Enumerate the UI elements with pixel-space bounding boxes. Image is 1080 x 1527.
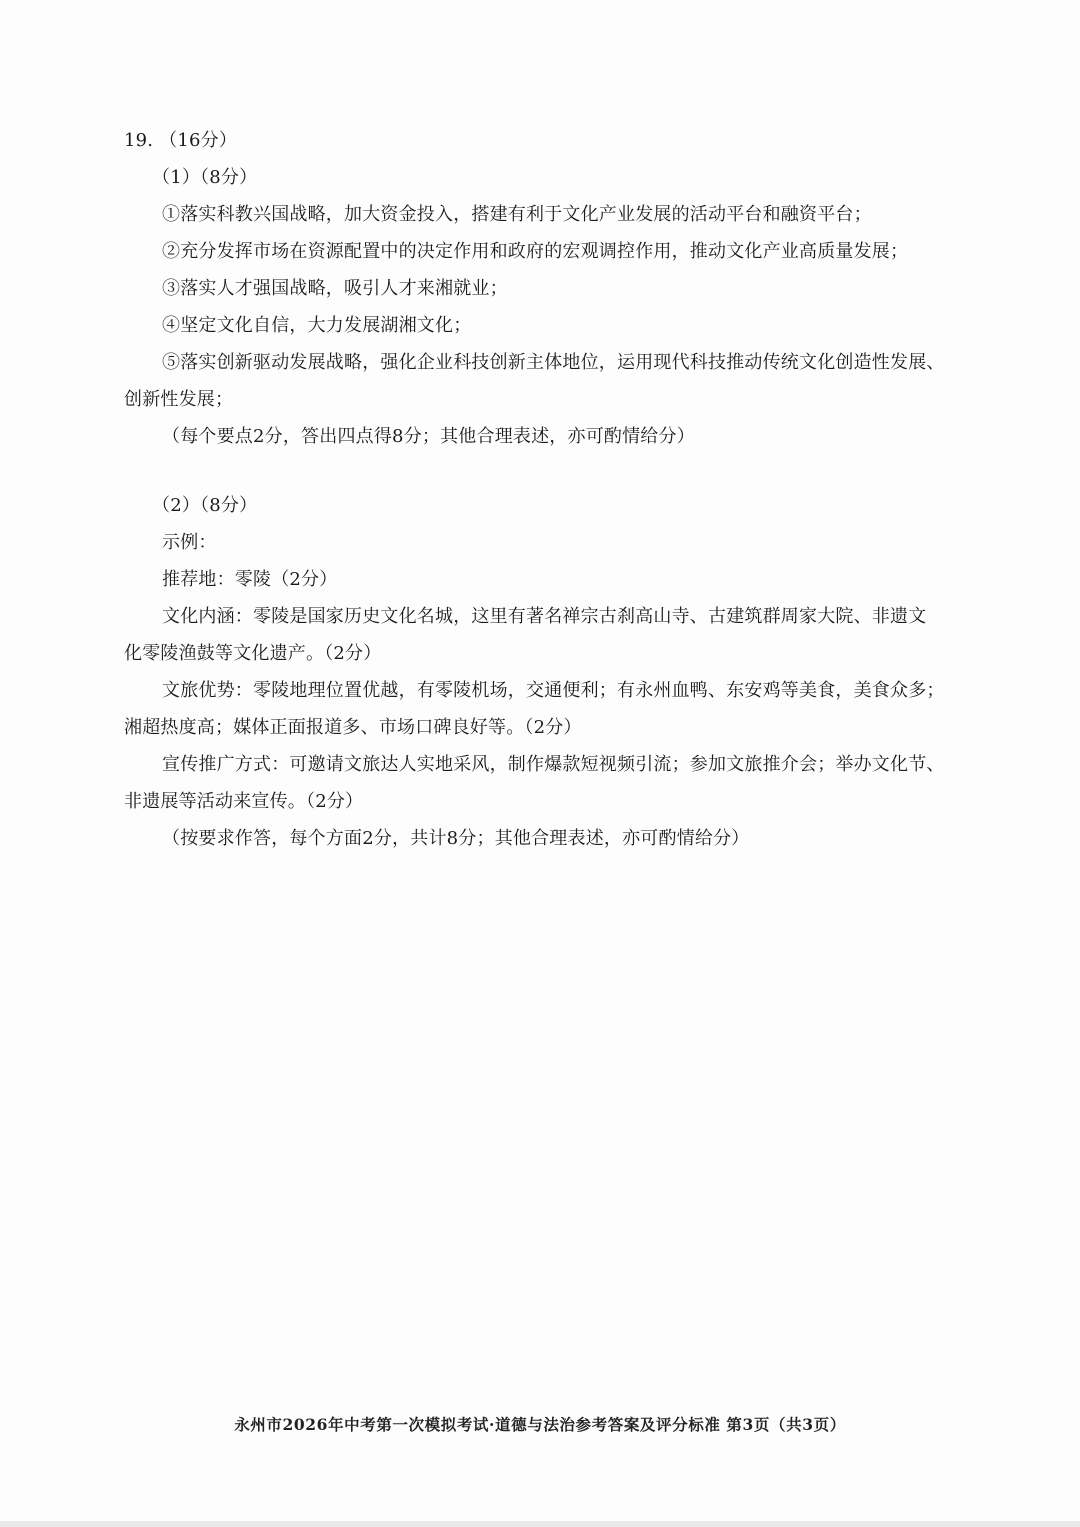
- part1-point-1: ①落实科教兴国战略，加大资金投入，搭建有利于文化产业发展的活动平台和融资平台；: [162, 204, 872, 225]
- part1-point-5-line1: ⑤落实创新驱动发展战略，强化企业科技创新主体地位，运用现代科技推动传统文化创造性发展、: [162, 352, 945, 373]
- part1-point-5-line2: 创新性发展；: [124, 389, 234, 410]
- part2-promotion-line1: 宣传推广方式：可邀请文旅达人实地采风，制作爆款短视频引流；参加文旅推介会；举办文化节、: [162, 754, 945, 775]
- part1-point-2: ②充分发挥市场在资源配置中的决定作用和政府的宏观调控作用，推动文化产业高质量发展；: [162, 241, 909, 262]
- part1-point-3: ③落实人才强国战略，吸引人才来湘就业；: [162, 278, 508, 299]
- part2-advantage-line1: 文旅优势：零陵地理位置优越，有零陵机场，交通便利；有永州血鸭、东安鸡等美食，美食众多；: [162, 680, 945, 701]
- page-footer: 永州市2026年中考第一次模拟考试·道德与法治参考答案及评分标准 第3页（共3页）: [234, 1415, 846, 1434]
- part2-culture-line2: 化零陵渔鼓等文化遗产。（2分）: [124, 643, 382, 664]
- page-bottom-edge: [0, 1521, 1080, 1527]
- part2-scoring-note: （按要求作答，每个方面2分，共计8分；其他合理表述，亦可酌情给分）: [162, 828, 750, 849]
- part2-recommend: 推荐地：零陵（2分）: [162, 569, 338, 590]
- section-gap: [124, 455, 964, 487]
- part2-promotion-line2: 非遗展等活动来宣传。（2分）: [124, 791, 364, 812]
- part2-culture-line1: 文化内涵：零陵是国家历史文化名城，这里有著名禅宗古刹高山寺、古建筑群周家大院、非遗文: [162, 606, 927, 627]
- part2-heading: （2）（8分）: [152, 495, 258, 516]
- part2-advantage-line2: 湘超热度高；媒体正面报道多、市场口碑良好等。（2分）: [124, 717, 582, 738]
- part1-point-4: ④坚定文化自信，大力发展湖湘文化；: [162, 315, 472, 336]
- part1-scoring-note: （每个要点2分，答出四点得8分；其他合理表述，亦可酌情给分）: [162, 426, 695, 447]
- part1-heading: （1）（8分）: [152, 167, 258, 188]
- part2-example-label: 示例：: [162, 532, 217, 553]
- question-title: 19. （16分）: [124, 130, 238, 151]
- answer-content: [124, 122, 964, 857]
